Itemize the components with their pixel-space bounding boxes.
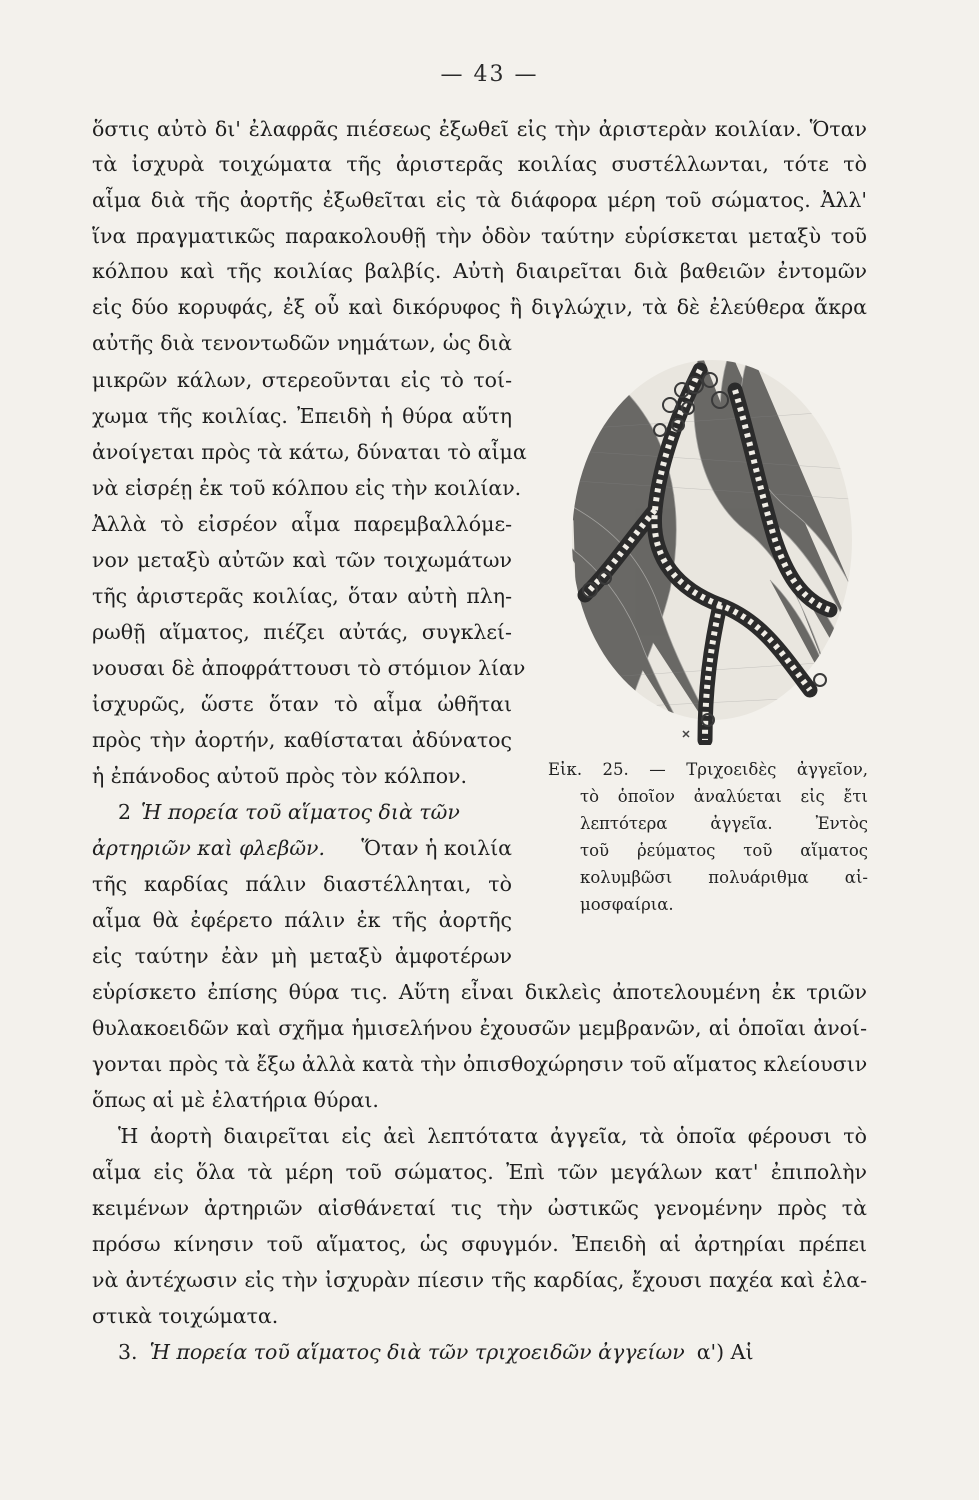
text-line: τῆς ἀριστερᾶς κοιλίας, ὅταν αὐτὴ πλη- <box>92 584 512 608</box>
text-line: τὰ ἰσχυρὰ τοιχώματα τῆς ἀριστερᾶς κοιλίας συστέλλωνται, τότε τὸ <box>92 152 867 176</box>
text-line: εἰς ταύτην ἐὰν μὴ μεταξὺ ἀμφοτέρων <box>92 944 512 968</box>
capillary-illustration <box>560 350 865 745</box>
section-number: 3. <box>118 1340 138 1364</box>
section-title-cont: ἀρτηριῶν καὶ φλεβῶν. <box>92 836 326 860</box>
text-line: Ἡ ἀορτὴ διαιρεῖται εἰς ἀεὶ λεπτότατα ἀγγεῖα, τὰ ὁποῖα φέρουσι τὸ <box>118 1124 867 1148</box>
text-line: ὅπως αἱ μὲ ἐλατήρια θύραι. <box>92 1088 379 1112</box>
text-line: ρωθῇ αἵματος, πιέζει αὐτάς, συγκλεί- <box>92 620 512 644</box>
figure-caption-line: τοῦ ῥεύματος τοῦ αἵματος <box>580 841 868 860</box>
text-fragment: α') Αἱ <box>696 1340 754 1364</box>
text-line: χωμα τῆς κοιλίας. Ἐπειδὴ ἡ θύρα αὕτη <box>92 404 512 428</box>
section-title: Ἡ πορεία τοῦ αἵματος διὰ τῶν <box>141 800 460 824</box>
text-line: νον μεταξὺ αὐτῶν καὶ τῶν τοιχωμάτων <box>92 548 512 572</box>
text-line: αἷμα θὰ ἐφέρετο πάλιν ἐκ τῆς ἀορτῆς <box>92 908 512 932</box>
section-2-heading <box>118 798 512 826</box>
page-number: — 43 — <box>440 62 539 87</box>
text-line: ἡ ἐπάνοδος αὐτοῦ πρὸς τὸν κόλπον. <box>92 764 468 788</box>
text-line: ἀνοίγεται πρὸς τὰ κάτω, δύναται τὸ αἷμα <box>92 440 527 464</box>
figure-caption-line: τὸ ὁποῖον ἀναλύεται εἰς ἔτι <box>580 787 868 806</box>
figure-caption-line: λεπτότερα ἀγγεῖα. Ἐντὸς <box>580 814 868 833</box>
text-line: αἷμα διὰ τῆς ἀορτῆς ἐξωθεῖται εἰς τὰ διάφορα μέρη τοῦ σώματος. Ἀλλ' <box>92 188 867 212</box>
text-line: αὐτῆς διὰ τενοντωδῶν νημάτων, ὡς διὰ <box>92 331 512 355</box>
text-line: πρόσω κίνησιν τοῦ αἵματος, ὡς σφυγμόν. Ἐπειδὴ αἱ ἀρτηρίαι πρέπει <box>92 1232 867 1256</box>
text-fragment: Ὅταν ἡ κοιλία <box>361 836 512 860</box>
small-mark <box>683 731 689 737</box>
text-line: πρὸς τὴν ἀορτήν, καθίσταται ἀδύνατος <box>92 728 512 752</box>
text-line: Ἀλλὰ τὸ εἰσρέον αἷμα παρεμβαλλόμε- <box>92 512 512 536</box>
text-line: νὰ ἀντέχωσιν εἰς τὴν ἰσχυρὰν πίεσιν τῆς καρδίας, ἔχουσι παχέα καὶ ἐλα- <box>92 1268 867 1292</box>
figure-caption-line: Εἰκ. 25. — Τριχοειδὲς ἀγγεῖον, <box>548 760 868 779</box>
text-line: νὰ εἰσρέῃ ἐκ τοῦ κόλπου εἰς τὴν κοιλίαν. <box>92 476 522 500</box>
figure-caption-line: μοσφαίρια. <box>580 895 674 914</box>
section-2-line <box>92 834 512 862</box>
text-line: αἷμα εἰς ὅλα τὰ μέρη τοῦ σώματος. Ἐπὶ τῶν μεγάλων κατ' ἐπιπολὴν <box>92 1160 867 1184</box>
text-line: κόλπου καὶ τῆς κοιλίας βαλβίς. Αὐτὴ διαιρεῖται διὰ βαθειῶν ἐντομῶν <box>92 259 867 283</box>
text-line: θυλακοειδῶν καὶ σχῆμα ἡμισελήνου ἐχουσῶν μεμβρανῶν, αἱ ὁποῖαι ἀνοί- <box>92 1016 867 1040</box>
text-line: νουσαι δὲ ἀποφράττουσι τὸ στόμιον λίαν <box>92 656 526 680</box>
text-line: ἰσχυρῶς, ὥστε ὅταν τὸ αἷμα ὠθῆται <box>92 692 512 716</box>
text-line: ὅστις αὐτὸ δι' ἐλαφρᾶς πιέσεως ἐξωθεῖ εἰς τὴν ἀριστερὰν κοιλίαν. Ὅταν <box>92 117 867 141</box>
text-line: ἵνα πραγματικῶς παρακολουθῇ τὴν ὁδὸν ταύτην εὑρίσκεται μεταξὺ τοῦ <box>92 224 867 248</box>
section-3-heading <box>118 1338 867 1366</box>
text-line: εἰς δύο κορυφάς, ἐξ οὗ καὶ δικόρυφος ἢ διγλώχιν, τὰ δὲ ἐλεύθερα ἄκρα <box>92 295 867 319</box>
text-line: κειμένων ἀρτηριῶν αἰσθάνεταί τις τὴν ὠστικῶς γενομένην πρὸς τὰ <box>92 1196 867 1220</box>
section-title: Ἡ πορεία τοῦ αἵματος διὰ τῶν τριχοειδῶν ἀγγείων <box>149 1340 685 1364</box>
figure-caption-line: κολυμβῶσι πολυάριθμα αἱ- <box>580 868 868 887</box>
text-line: γονται πρὸς τὰ ἔξω ἀλλὰ κατὰ τὴν ὀπισθοχώρησιν τοῦ αἵματος κλείουσιν <box>92 1052 868 1076</box>
text-line: στικὰ τοιχώματα. <box>92 1304 279 1328</box>
section-number: 2 <box>118 800 132 824</box>
text-line: μικρῶν κάλων, στερεοῦνται εἰς τὸ τοί- <box>92 368 512 392</box>
text-line: εὑρίσκετο ἐπίσης θύρα τις. Αὕτη εἶναι δικλεὶς ἀποτελουμένη ἐκ τριῶν <box>92 980 867 1004</box>
text-line: τῆς καρδίας πάλιν διαστέλληται, τὸ <box>92 872 512 896</box>
capillary-drawing <box>560 350 865 745</box>
